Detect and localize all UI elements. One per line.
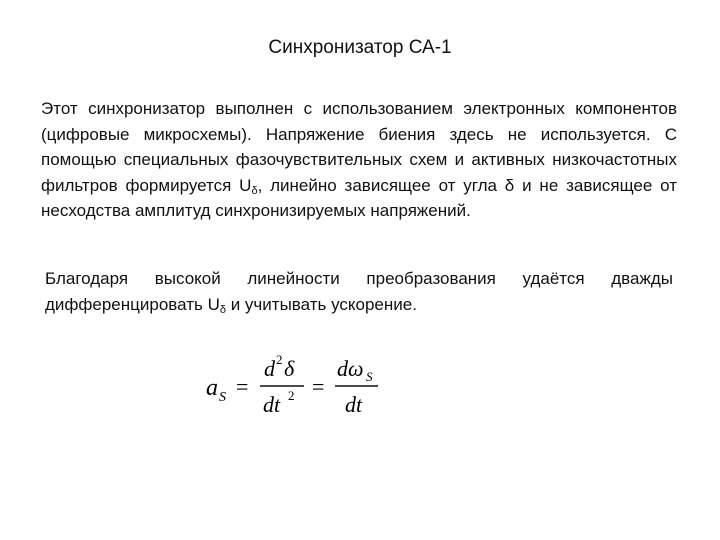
paragraph-text: Этот синхронизатор выполнен с использованием электронных компонентов (цифровые микросхемы). Напряжение биения здесь не используется. С помощью специальных фазочувствительных схем и активных низкочастотных фильтров формируется U (41, 99, 677, 195)
paragraph-description (41, 96, 677, 224)
acceleration-formula (200, 348, 390, 424)
paragraph-text: , линейно зависящее от угла δ и не зависящее от несходства амплитуд синхронизируемых напряжений. (41, 175, 677, 220)
formula-frac1-num-d: d (264, 356, 275, 381)
formula-frac1-num-power: 2 (276, 352, 283, 367)
formula-svg (200, 348, 390, 424)
formula-equals-1: = (236, 374, 249, 399)
formula-frac1-num-var: δ (284, 356, 295, 381)
subscript-delta: δ (251, 184, 258, 197)
formula-equals-2: = (312, 374, 325, 399)
formula-frac1-den-dt: dt (263, 392, 281, 417)
formula-lhs-symbol: a (206, 375, 218, 401)
paragraph-text: Благодаря высокой линейности преобразования удаётся дважды дифференцировать U (45, 269, 673, 314)
formula-frac2-den: dt (345, 392, 363, 417)
paragraph-text: и учитывать ускорение. (225, 294, 417, 314)
formula-lhs-subscript: S (219, 390, 226, 405)
formula-frac1-den-power: 2 (288, 388, 295, 403)
paragraph-acceleration (45, 266, 673, 317)
formula-frac2-num-sub: S (366, 369, 373, 384)
slide-title: Синхронизатор СА-1 (268, 37, 452, 58)
formula-frac2-num: dω (337, 356, 364, 381)
subscript-delta: δ (219, 303, 226, 316)
